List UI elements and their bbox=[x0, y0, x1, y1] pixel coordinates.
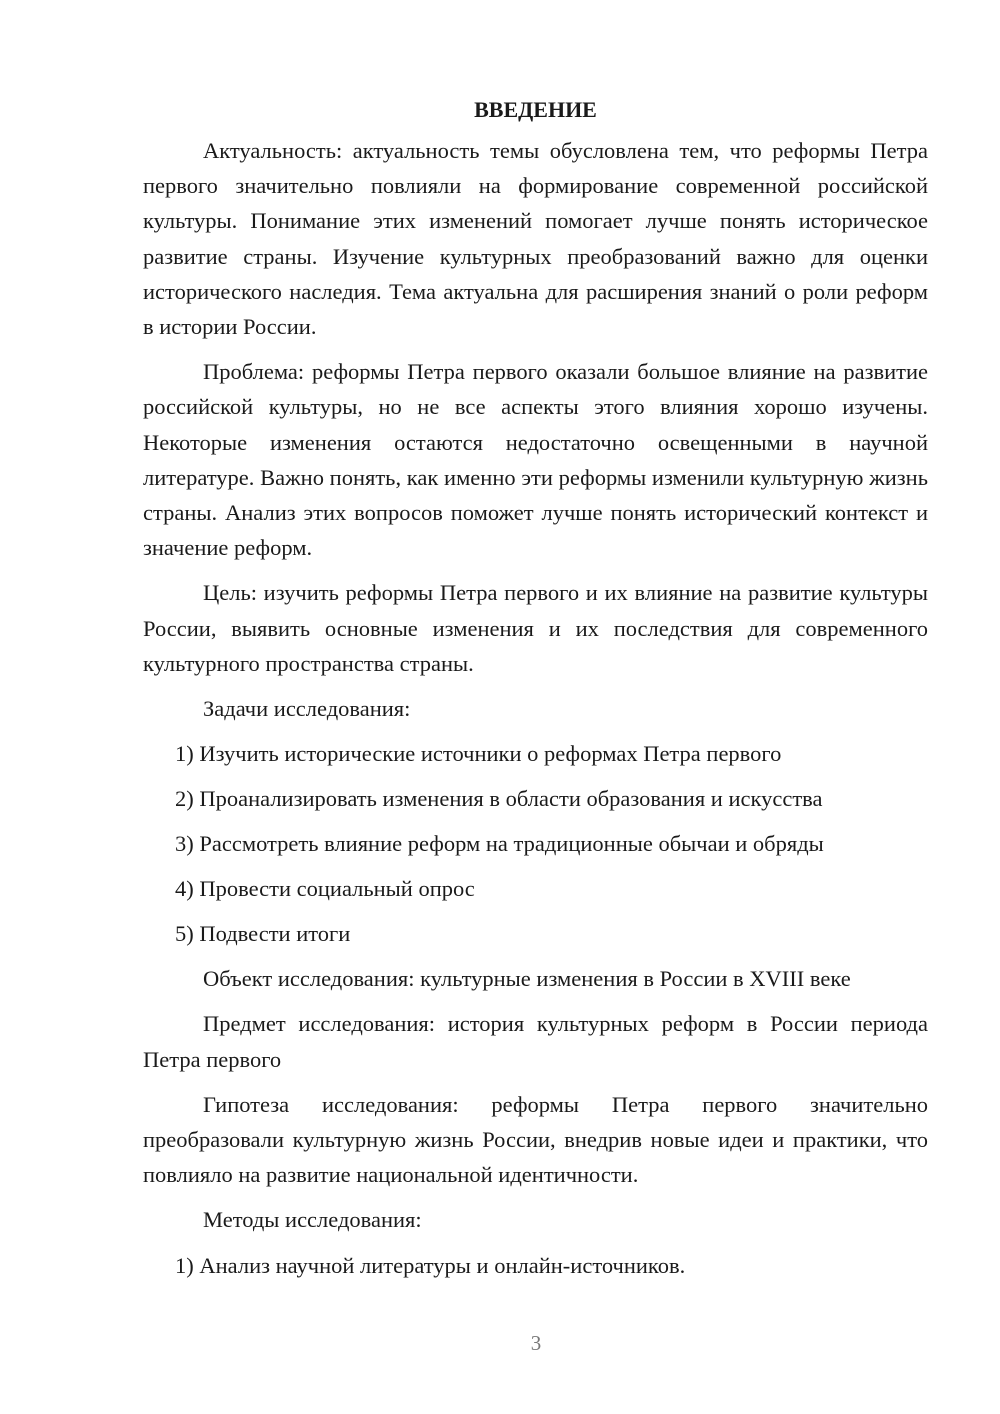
method-item: 1) Анализ научной литературы и онлайн-источников. bbox=[175, 1252, 686, 1278]
goal-paragraph: Цель: изучить реформы Петра первого и их влияние на развитие культуры России, выявить основные изменения и их последствия для современного культурного пространства страны. bbox=[143, 580, 928, 676]
tasks-list bbox=[143, 736, 928, 951]
task-item: 5) Подвести итоги bbox=[175, 921, 351, 947]
actuality-paragraph: Актуальность: актуальность темы обусловлена тем, что реформы Петра первого значительно повлияли на формирование современной российской культуры. Понимание этих изменений помогает лучше понять историческое развитие страны. Изучение культурных преобразований важно для оценки исторического наследия. Тема актуальна для расширения знаний о роли реформ в истории России. bbox=[143, 138, 928, 340]
tasks-heading: Задачи исследования: bbox=[203, 696, 411, 722]
section-title: ВВЕДЕНИЕ bbox=[474, 97, 597, 122]
methods-heading: Методы исследования: bbox=[203, 1207, 422, 1233]
methods-list bbox=[143, 1248, 928, 1283]
task-item: 3) Рассмотреть влияние реформ на традиционные обычаи и обряды bbox=[175, 831, 824, 857]
document-page bbox=[143, 93, 928, 1293]
problem-paragraph: Проблема: реформы Петра первого оказали большое влияние на развитие российской культуры, но не все аспекты этого влияния хорошо изучены. Некоторые изменения остаются недостаточно освещенными в научной литературе. Важно понять, как именно эти реформы изменили культурную жизнь страны. Анализ этих вопросов поможет лучше понять исторический контекст и значение реформ. bbox=[143, 359, 928, 561]
page-number: 3 bbox=[530, 1331, 542, 1355]
object-paragraph: Объект исследования: культурные изменения в России в XVIII веке bbox=[203, 966, 851, 992]
task-item: 4) Провести социальный опрос bbox=[175, 876, 475, 902]
hypothesis-paragraph: Гипотеза исследования: реформы Петра первого значительно преобразовали культурную жизнь России, внедрив новые идеи и практики, что повлияло на развитие национальной идентичности. bbox=[143, 1091, 928, 1188]
task-item: 2) Проанализировать изменения в области образования и искусства bbox=[175, 786, 823, 812]
subject-paragraph: Предмет исследования: история культурных реформ в России периода Петра первого bbox=[143, 1011, 928, 1072]
task-item: 1) Изучить исторические источники о реформах Петра первого bbox=[175, 741, 782, 767]
